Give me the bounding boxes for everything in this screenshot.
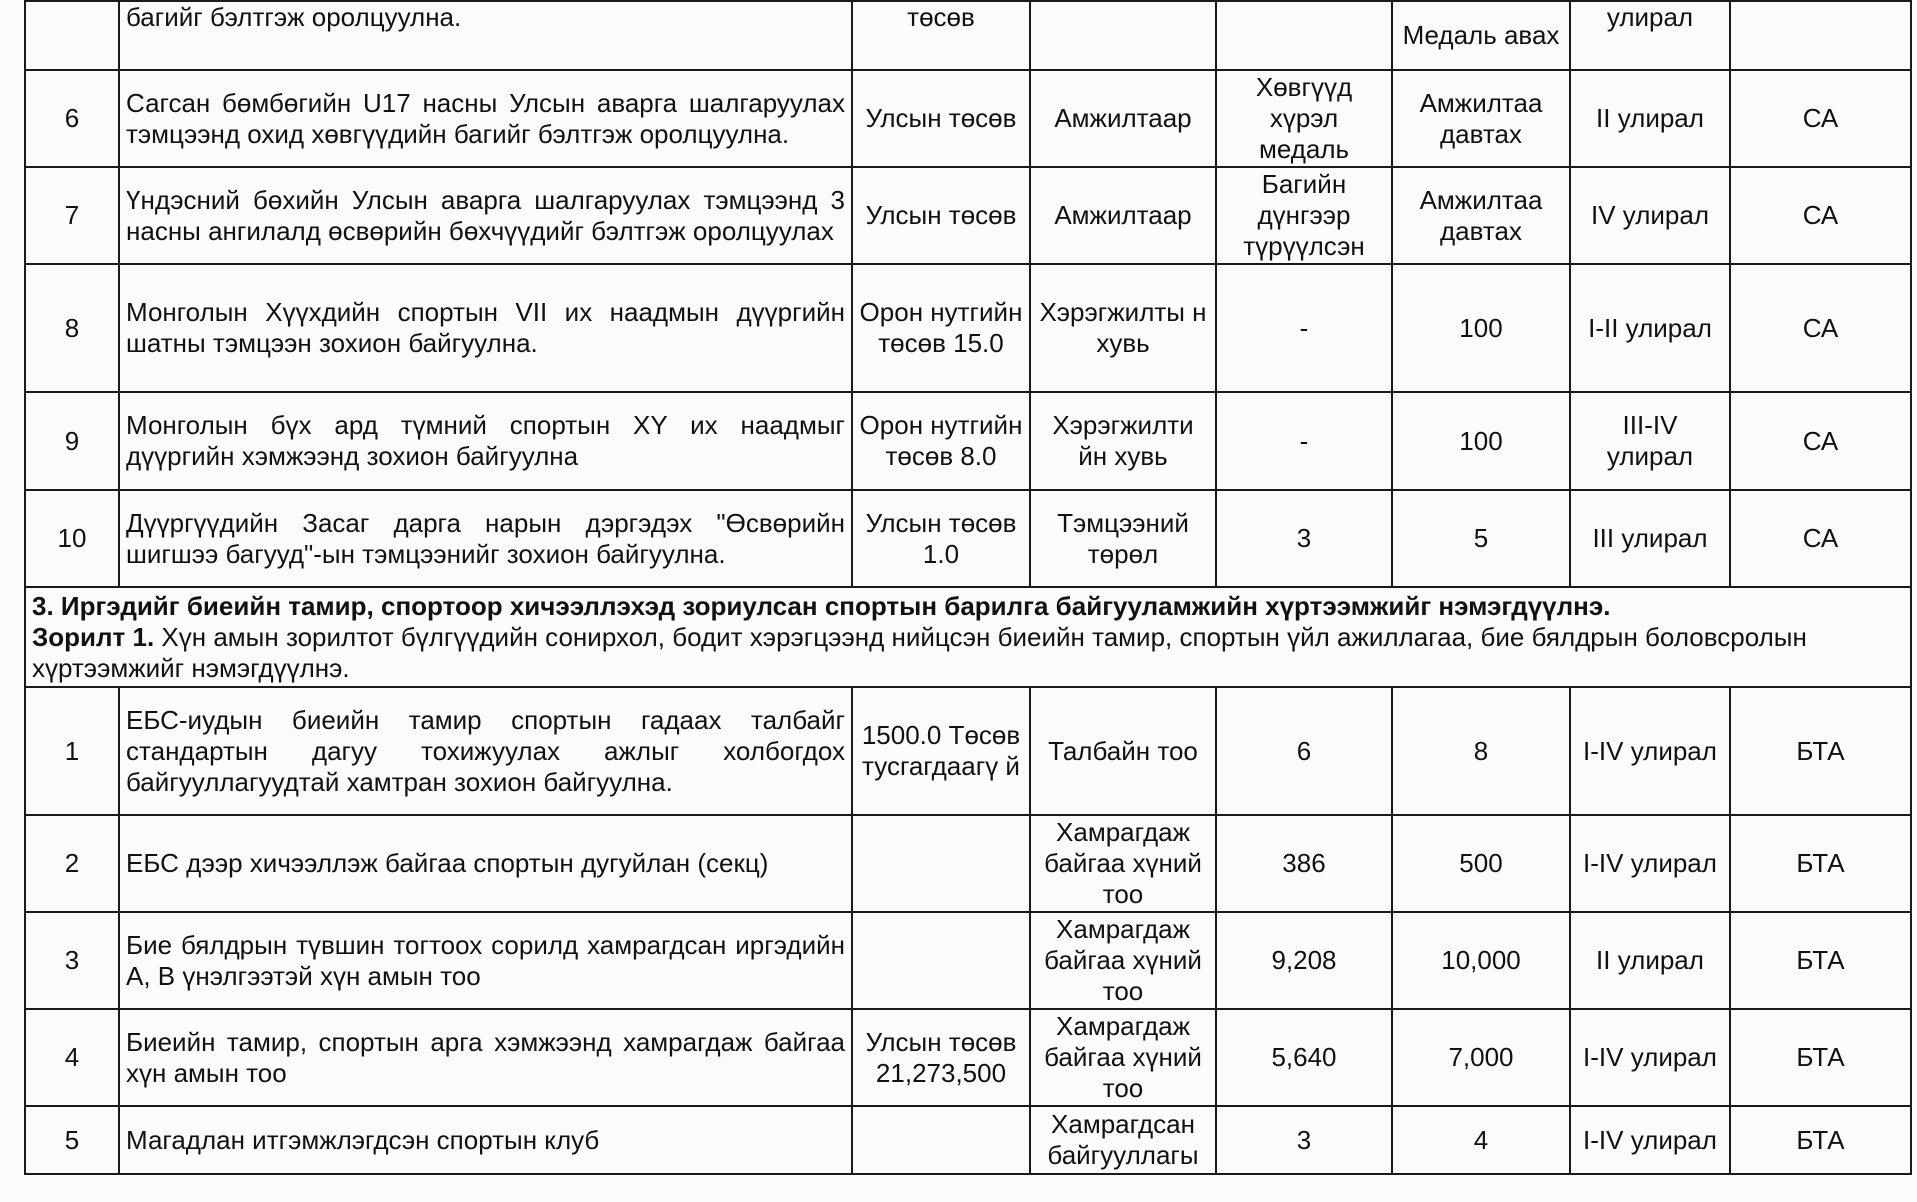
period-cell: III-IV улирал — [1570, 392, 1730, 490]
budget-cell: Улсын төсөв 1.0 — [852, 490, 1030, 587]
indicator-cell: Амжилтаар — [1030, 70, 1216, 167]
period-cell: II улирал — [1570, 70, 1730, 167]
table-row — [25, 687, 1911, 815]
responsible-cell: БТА — [1730, 687, 1911, 815]
budget-cell: Орон нутгийн төсөв 8.0 — [852, 392, 1030, 490]
baseline-cell: 3 — [1216, 490, 1392, 587]
activity-cell: Дүүргүүдийн Засаг дарга нарын дэргэдэх "Өсвөрийн шигшээ багууд"-ын тэмцээнийг зохион байгуулна. — [119, 490, 852, 587]
budget-cell — [852, 815, 1030, 912]
baseline-cell: - — [1216, 264, 1392, 392]
section-heading-cell — [25, 587, 1911, 687]
period-cell: IV улирал — [1570, 167, 1730, 264]
target-cell: 4 — [1392, 1106, 1570, 1174]
action-plan-table — [24, 0, 1912, 1175]
target-cell: 100 — [1392, 264, 1570, 392]
baseline-cell: 9,208 — [1216, 912, 1392, 1009]
baseline-cell: 3 — [1216, 1106, 1392, 1174]
responsible-cell: БТА — [1730, 912, 1911, 1009]
table-row — [25, 912, 1911, 1009]
responsible-cell: БТА — [1730, 1106, 1911, 1174]
responsible-cell: БТА — [1730, 815, 1911, 912]
target-cell: Амжилтаа давтах — [1392, 167, 1570, 264]
row-number: 2 — [25, 815, 119, 912]
period-cell: I-II улирал — [1570, 264, 1730, 392]
activity-cell: Монголын Хүүхдийн спортын VII их наадмын дүүргийн шатны тэмцээн зохион байгуулна. — [119, 264, 852, 392]
responsible-cell: СА — [1730, 392, 1911, 490]
indicator-cell: Амжилтаар — [1030, 167, 1216, 264]
budget-cell — [852, 1106, 1030, 1174]
table-row — [25, 1106, 1911, 1174]
budget-cell: Орон нутгийн төсөв 15.0 — [852, 264, 1030, 392]
activity-cell: Магадлан итгэмжлэгдсэн спортын клуб — [119, 1106, 852, 1174]
table-row — [25, 70, 1911, 167]
activity-cell: багийг бэлтгэж оролцуулна. — [119, 1, 852, 70]
activity-cell: Сагсан бөмбөгийн U17 насны Улсын аварга шалгаруулах тэмцээнд охид хөвгүүдийн багийг бэлтгэж оролцуулна. — [119, 70, 852, 167]
budget-cell: төсөв — [852, 1, 1030, 70]
row-number: 6 — [25, 70, 119, 167]
table-row — [25, 167, 1911, 264]
baseline-cell: 386 — [1216, 815, 1392, 912]
period-cell: III улирал — [1570, 490, 1730, 587]
indicator-cell: Тэмцээний төрөл — [1030, 490, 1216, 587]
target-cell: 10,000 — [1392, 912, 1570, 1009]
table-row — [25, 392, 1911, 490]
activity-cell: ЕБС дээр хичээллэж байгаа спортын дугуйлан (секц) — [119, 815, 852, 912]
activity-cell: ЕБС-иудын биеийн тамир спортын гадаах талбайг стандартын дагуу тохижуулах ажлыг холбогдох байгууллагуудтай хамтран зохион байгуулна. — [119, 687, 852, 815]
budget-cell: Улсын төсөв 21,273,500 — [852, 1009, 1030, 1106]
target-cell: Медаль авах — [1392, 1, 1570, 70]
section-heading: 3. Иргэдийг биеийн тамир, спортоор хичээллэхэд зориулсан спортын барилга байгууламжийн хүртээмжийг нэмэгдүүлнэ. — [32, 590, 1611, 621]
row-number: 7 — [25, 167, 119, 264]
row-number: 9 — [25, 392, 119, 490]
target-cell: 5 — [1392, 490, 1570, 587]
row-number: 3 — [25, 912, 119, 1009]
baseline-cell: - — [1216, 392, 1392, 490]
indicator-cell: Хэрэгжилты н хувь — [1030, 264, 1216, 392]
activity-cell: Монголын бүх ард түмний спортын XY их наадмыг дүүргийн хэмжээнд зохион байгуулна — [119, 392, 852, 490]
target-cell: Амжилтаа давтах — [1392, 70, 1570, 167]
period-cell: I-IV улирал — [1570, 815, 1730, 912]
indicator-cell: Хамрагдсан байгууллагы — [1030, 1106, 1216, 1174]
table-row — [25, 815, 1911, 912]
goal-text — [32, 622, 1904, 684]
period-cell: I-IV улирал — [1570, 1106, 1730, 1174]
target-cell: 7,000 — [1392, 1009, 1570, 1106]
budget-cell: Улсын төсөв — [852, 70, 1030, 167]
table-row — [25, 490, 1911, 587]
row-number: 5 — [25, 1106, 119, 1174]
table-row — [25, 1, 1911, 70]
budget-cell: 1500.0 Төсөв тусгагдаагү й — [852, 687, 1030, 815]
section-header-row — [25, 587, 1911, 687]
row-number: 10 — [25, 490, 119, 587]
row-number: 1 — [25, 687, 119, 815]
target-cell: 8 — [1392, 687, 1570, 815]
indicator-cell: Хамрагдаж байгаа хүний тоо — [1030, 1009, 1216, 1106]
responsible-cell: СА — [1730, 490, 1911, 587]
indicator-cell: Хамрагдаж байгаа хүний тоо — [1030, 815, 1216, 912]
baseline-cell: 5,640 — [1216, 1009, 1392, 1106]
baseline-cell: Багийн дүнгээр түрүүлсэн — [1216, 167, 1392, 264]
indicator-cell — [1030, 1, 1216, 70]
responsible-cell: СА — [1730, 167, 1911, 264]
goal-label: Зорилт 1. — [32, 621, 155, 652]
baseline-cell: 6 — [1216, 687, 1392, 815]
period-cell: II улирал — [1570, 912, 1730, 1009]
responsible-cell: СА — [1730, 264, 1911, 392]
row-number: 4 — [25, 1009, 119, 1106]
table-row — [25, 264, 1911, 392]
activity-cell: Биеийн тамир, спортын арга хэмжээнд хамрагдаж байгаа хүн амын тоо — [119, 1009, 852, 1106]
target-cell: 100 — [1392, 392, 1570, 490]
period-cell: I-IV улирал — [1570, 1009, 1730, 1106]
period-cell: улирал — [1570, 1, 1730, 70]
responsible-cell — [1730, 1, 1911, 70]
activity-cell: Бие бялдрын түвшин тогтоох сорилд хамрагдсан иргэдийн А, В үнэлгээтэй хүн амын тоо — [119, 912, 852, 1009]
budget-cell — [852, 912, 1030, 1009]
indicator-cell: Хэрэгжилти йн хувь — [1030, 392, 1216, 490]
table-row — [25, 1009, 1911, 1106]
budget-cell: Улсын төсөв — [852, 167, 1030, 264]
activity-cell: Үндэсний бөхийн Улсын аварга шалгаруулах тэмцээнд 3 насны ангилалд өсвөрийн бөхчүүдийг бэлтгэж оролцуулах — [119, 167, 852, 264]
responsible-cell: СА — [1730, 70, 1911, 167]
baseline-cell: Хөвгүүд хүрэл медаль — [1216, 70, 1392, 167]
responsible-cell: БТА — [1730, 1009, 1911, 1106]
target-cell: 500 — [1392, 815, 1570, 912]
baseline-cell — [1216, 1, 1392, 70]
period-cell: I-IV улирал — [1570, 687, 1730, 815]
indicator-cell: Хамрагдаж байгаа хүний тоо — [1030, 912, 1216, 1009]
indicator-cell: Талбайн тоо — [1030, 687, 1216, 815]
row-number — [25, 1, 119, 70]
goal-description: Хүн амын зорилтот бүлгүүдийн сонирхол, бодит хэрэгцээнд нийцсэн биеийн тамир, спортын үйл ажиллагаа, бие бялдрын боловсролын хүртээмжийг нэмэгдүүлнэ. — [32, 621, 1807, 683]
row-number: 8 — [25, 264, 119, 392]
